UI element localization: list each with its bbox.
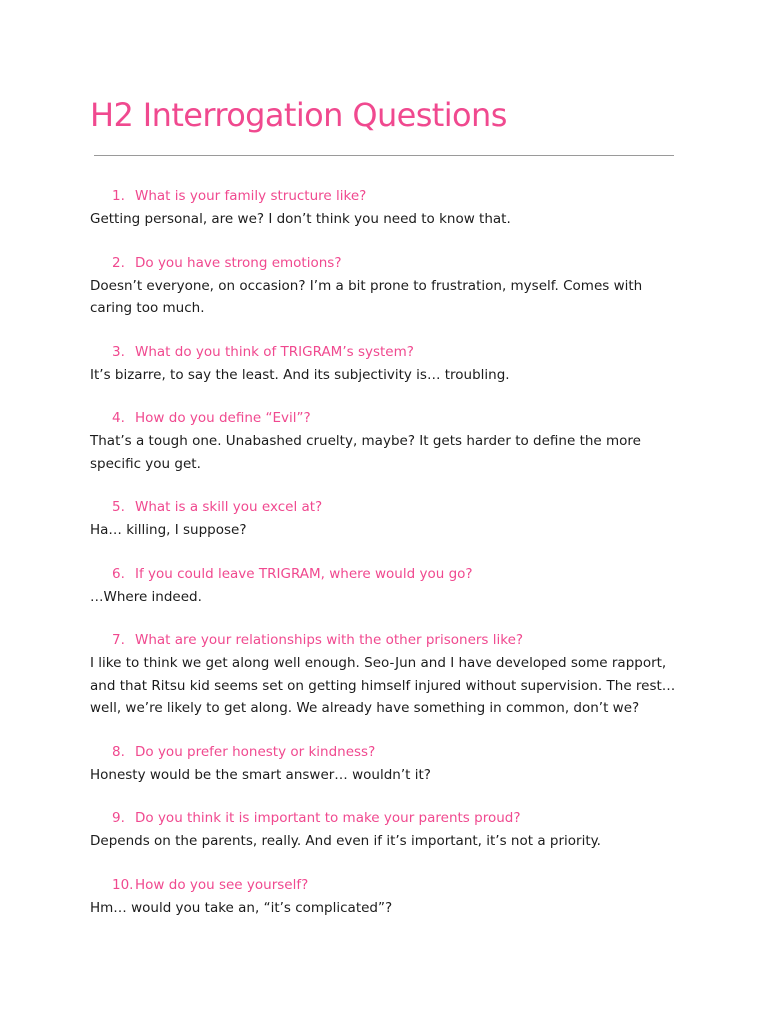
question-number: 6. [112, 565, 125, 582]
question-number: 4. [112, 410, 125, 426]
question-10 [90, 874, 680, 897]
answer-7: I like to think we get along well enough. Seo-Jun and I have developed some rapport, and that Ritsu kid seems set on getting himself injured without supervision. The rest… well, we’re likely to get along. We already have something in common, don’t we? [90, 655, 676, 716]
question-1 [90, 185, 680, 208]
answer-6: …Where indeed. [90, 588, 202, 605]
qa-item-1 [90, 185, 680, 231]
question-2 [90, 252, 680, 275]
question-number: 9. [112, 810, 125, 826]
question-text: What is your family structure like? [135, 188, 367, 204]
answer-1: Getting personal, are we? I don’t think you need to know that. [90, 211, 511, 227]
answer-2: Doesn’t everyone, on occasion? I’m a bit prone to frustration, myself. Comes with caring too much. [90, 277, 643, 316]
question-5 [90, 496, 680, 519]
question-text: How do you see yourself? [135, 876, 309, 893]
question-number: 10. [112, 876, 134, 893]
question-text: What are your relationships with the other prisoners like? [135, 632, 524, 648]
question-text: Do you think it is important to make your parents proud? [135, 810, 521, 826]
qa-item-6 [90, 563, 680, 609]
title-divider [94, 155, 674, 156]
answer-8: Honesty would be the smart answer… wouldn’t it? [90, 766, 431, 783]
question-text: Do you have strong emotions? [135, 254, 342, 271]
question-8 [90, 741, 680, 764]
qa-item-10 [90, 874, 680, 920]
question-number: 7. [112, 632, 125, 648]
answer-4: That’s a tough one. Unabashed cruelty, maybe? It gets harder to define the more specific you get. [90, 433, 641, 472]
qa-item-4 [90, 407, 680, 475]
question-7 [90, 629, 680, 652]
qa-item-8 [90, 741, 680, 787]
question-number: 2. [112, 254, 125, 271]
answer-3: It’s bizarre, to say the least. And its subjectivity is… troubling. [90, 366, 510, 383]
question-text: If you could leave TRIGRAM, where would you go? [135, 565, 473, 582]
qa-item-7 [90, 629, 680, 720]
question-text: What is a skill you excel at? [135, 499, 323, 515]
answer-9: Depends on the parents, really. And even if it’s important, it’s not a priority. [90, 833, 601, 849]
qa-item-5 [90, 496, 680, 542]
qa-item-3 [90, 341, 680, 387]
question-number: 5. [112, 499, 125, 515]
question-number: 3. [112, 343, 125, 360]
question-9 [90, 807, 680, 830]
answer-5: Ha… killing, I suppose? [90, 522, 247, 538]
answer-10: Hm… would you take an, “it’s complicated”? [90, 899, 393, 916]
question-4 [90, 407, 680, 430]
question-6 [90, 563, 680, 586]
question-text: What do you think of TRIGRAM’s system? [135, 343, 414, 360]
qa-item-2 [90, 252, 680, 320]
question-number: 8. [112, 743, 125, 760]
document-title: H2 Interrogation Questions [90, 96, 507, 134]
qa-list [90, 185, 680, 940]
qa-item-9 [90, 807, 680, 853]
question-3 [90, 341, 680, 364]
question-text: Do you prefer honesty or kindness? [135, 743, 376, 760]
question-text: How do you define “Evil”? [135, 410, 311, 426]
question-number: 1. [112, 188, 125, 204]
